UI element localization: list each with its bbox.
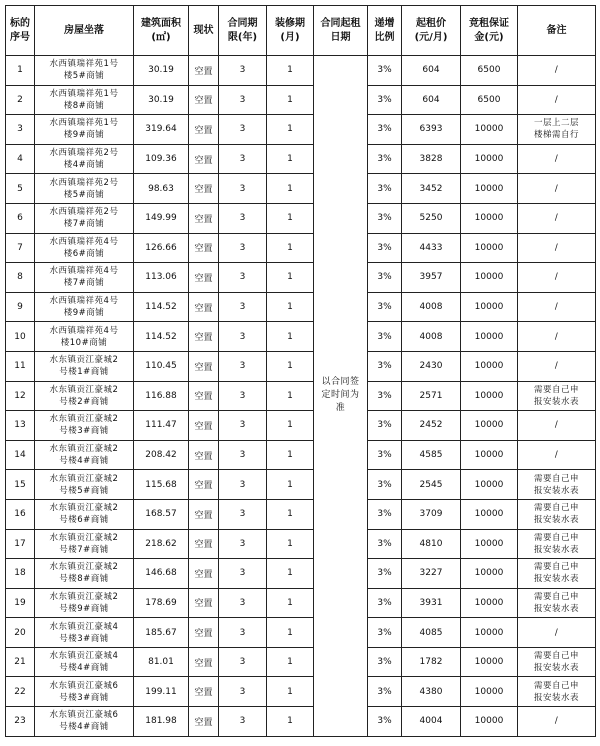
bid-deposit: 10000 (461, 707, 518, 737)
renovation-period: 1 (267, 470, 314, 500)
starting-rent: 2545 (402, 470, 461, 500)
bid-deposit: 10000 (461, 203, 518, 233)
property-address: 水东镇贡江豪城2 号楼7#商铺 (35, 529, 134, 559)
increase-rate: 3% (368, 440, 402, 470)
row-number: 8 (6, 263, 35, 293)
table-row (6, 263, 596, 293)
header-price: 起租价 (元/月) (402, 6, 461, 56)
increase-rate: 3% (368, 707, 402, 737)
starting-rent: 3709 (402, 499, 461, 529)
property-address: 水东镇贡江豪城4 号楼4#商铺 (35, 647, 134, 677)
bid-deposit: 10000 (461, 263, 518, 293)
property-address: 水东镇贡江豪城6 号楼3#商铺 (35, 677, 134, 707)
table-row (6, 233, 596, 263)
row-number: 14 (6, 440, 35, 470)
row-number: 5 (6, 174, 35, 204)
remark: 需要自己申 报安装水表 (518, 470, 596, 500)
building-area: 126.66 (134, 233, 189, 263)
building-area: 199.11 (134, 677, 189, 707)
remark: / (518, 322, 596, 352)
starting-rent: 3957 (402, 263, 461, 293)
row-number: 23 (6, 707, 35, 737)
property-address: 水东镇贡江豪城2 号楼4#商铺 (35, 440, 134, 470)
renovation-period: 1 (267, 618, 314, 648)
building-area: 115.68 (134, 470, 189, 500)
table-row (6, 499, 596, 529)
remark: / (518, 411, 596, 441)
contract-term: 3 (219, 381, 267, 411)
building-area: 185.67 (134, 618, 189, 648)
property-address: 水东镇贡江豪城4 号楼3#商铺 (35, 618, 134, 648)
table-body (6, 56, 596, 737)
building-area: 111.47 (134, 411, 189, 441)
building-area: 110.45 (134, 351, 189, 381)
row-number: 11 (6, 351, 35, 381)
increase-rate: 3% (368, 292, 402, 322)
renovation-period: 1 (267, 647, 314, 677)
property-address: 水西镇瑞祥苑2号 楼7#商铺 (35, 203, 134, 233)
property-status: 空置 (189, 85, 219, 115)
property-status: 空置 (189, 203, 219, 233)
property-address: 水西镇瑞祥苑2号 楼4#商铺 (35, 144, 134, 174)
increase-rate: 3% (368, 529, 402, 559)
starting-rent: 4380 (402, 677, 461, 707)
contract-term: 3 (219, 85, 267, 115)
property-address: 水东镇贡江豪城2 号楼1#商铺 (35, 351, 134, 381)
property-address: 水东镇贡江豪城2 号楼2#商铺 (35, 381, 134, 411)
table-row (6, 56, 596, 86)
property-address: 水西镇瑞祥苑4号 楼7#商铺 (35, 263, 134, 293)
property-status: 空置 (189, 292, 219, 322)
renovation-period: 1 (267, 203, 314, 233)
bid-deposit: 10000 (461, 322, 518, 352)
bid-deposit: 10000 (461, 233, 518, 263)
table-row (6, 618, 596, 648)
row-number: 20 (6, 618, 35, 648)
property-status: 空置 (189, 322, 219, 352)
increase-rate: 3% (368, 144, 402, 174)
row-number: 19 (6, 588, 35, 618)
row-number: 3 (6, 115, 35, 145)
contract-term: 3 (219, 411, 267, 441)
table-row (6, 203, 596, 233)
property-address: 水西镇瑞祥苑4号 楼6#商铺 (35, 233, 134, 263)
starting-rent: 3452 (402, 174, 461, 204)
property-address: 水西镇瑞祥苑1号 楼5#商铺 (35, 56, 134, 86)
renovation-period: 1 (267, 56, 314, 86)
lease-table (5, 5, 596, 737)
contract-term: 3 (219, 351, 267, 381)
table-row (6, 647, 596, 677)
remark: / (518, 440, 596, 470)
starting-rent: 604 (402, 85, 461, 115)
remark: / (518, 292, 596, 322)
table-row (6, 411, 596, 441)
bid-deposit: 10000 (461, 381, 518, 411)
contract-term: 3 (219, 115, 267, 145)
table-row (6, 529, 596, 559)
bid-deposit: 10000 (461, 647, 518, 677)
row-number: 12 (6, 381, 35, 411)
remark: / (518, 56, 596, 86)
increase-rate: 3% (368, 381, 402, 411)
remark: 一层上二层 楼梯需自行 (518, 115, 596, 145)
contract-term: 3 (219, 707, 267, 737)
row-number: 4 (6, 144, 35, 174)
starting-rent: 3227 (402, 559, 461, 589)
contract-term: 3 (219, 322, 267, 352)
header-start-date: 合同起租 日期 (314, 6, 368, 56)
property-address: 水西镇瑞祥苑4号 楼10#商铺 (35, 322, 134, 352)
remark: 需要自己申 报安装水表 (518, 529, 596, 559)
property-status: 空置 (189, 56, 219, 86)
property-address: 水东镇贡江豪城2 号楼6#商铺 (35, 499, 134, 529)
bid-deposit: 10000 (461, 292, 518, 322)
building-area: 149.99 (134, 203, 189, 233)
property-address: 水东镇贡江豪城6 号楼4#商铺 (35, 707, 134, 737)
property-status: 空置 (189, 411, 219, 441)
row-number: 17 (6, 529, 35, 559)
starting-rent: 5250 (402, 203, 461, 233)
building-area: 114.52 (134, 322, 189, 352)
header-deposit: 竞租保证 金(元) (461, 6, 518, 56)
starting-rent: 1782 (402, 647, 461, 677)
renovation-period: 1 (267, 411, 314, 441)
building-area: 30.19 (134, 85, 189, 115)
remark: 需要自己申 报安装水表 (518, 381, 596, 411)
building-area: 168.57 (134, 499, 189, 529)
property-status: 空置 (189, 647, 219, 677)
starting-rent: 3828 (402, 144, 461, 174)
increase-rate: 3% (368, 203, 402, 233)
bid-deposit: 10000 (461, 174, 518, 204)
property-status: 空置 (189, 233, 219, 263)
table-row (6, 440, 596, 470)
property-address: 水西镇瑞祥苑4号 楼9#商铺 (35, 292, 134, 322)
increase-rate: 3% (368, 56, 402, 86)
bid-deposit: 6500 (461, 56, 518, 86)
contract-term: 3 (219, 174, 267, 204)
contract-start-date: 以合同签 定时间为 准 (314, 56, 368, 737)
row-number: 2 (6, 85, 35, 115)
table-row (6, 707, 596, 737)
renovation-period: 1 (267, 707, 314, 737)
property-status: 空置 (189, 351, 219, 381)
starting-rent: 604 (402, 56, 461, 86)
remark: / (518, 707, 596, 737)
renovation-period: 1 (267, 381, 314, 411)
table-row (6, 85, 596, 115)
remark: 需要自己申 报安装水表 (518, 677, 596, 707)
remark: / (518, 203, 596, 233)
header-address: 房屋坐落 (35, 6, 134, 56)
property-status: 空置 (189, 263, 219, 293)
building-area: 98.63 (134, 174, 189, 204)
renovation-period: 1 (267, 144, 314, 174)
header-no: 标的 序号 (6, 6, 35, 56)
renovation-period: 1 (267, 174, 314, 204)
table-row (6, 292, 596, 322)
building-area: 178.69 (134, 588, 189, 618)
increase-rate: 3% (368, 115, 402, 145)
row-number: 22 (6, 677, 35, 707)
remark: 需要自己申 报安装水表 (518, 559, 596, 589)
increase-rate: 3% (368, 85, 402, 115)
property-status: 空置 (189, 144, 219, 174)
renovation-period: 1 (267, 115, 314, 145)
starting-rent: 6393 (402, 115, 461, 145)
table-row (6, 559, 596, 589)
property-address: 水东镇贡江豪城2 号楼3#商铺 (35, 411, 134, 441)
row-number: 13 (6, 411, 35, 441)
renovation-period: 1 (267, 322, 314, 352)
renovation-period: 1 (267, 529, 314, 559)
remark: / (518, 174, 596, 204)
row-number: 1 (6, 56, 35, 86)
header-renovation: 装修期 (月) (267, 6, 314, 56)
remark: 需要自己申 报安装水表 (518, 499, 596, 529)
remark: / (518, 144, 596, 174)
bid-deposit: 10000 (461, 677, 518, 707)
table-row (6, 381, 596, 411)
bid-deposit: 10000 (461, 115, 518, 145)
increase-rate: 3% (368, 588, 402, 618)
header-area: 建筑面积 (㎡) (134, 6, 189, 56)
increase-rate: 3% (368, 233, 402, 263)
starting-rent: 4008 (402, 322, 461, 352)
building-area: 116.88 (134, 381, 189, 411)
bid-deposit: 6500 (461, 85, 518, 115)
contract-term: 3 (219, 529, 267, 559)
property-status: 空置 (189, 677, 219, 707)
property-address: 水东镇贡江豪城2 号楼5#商铺 (35, 470, 134, 500)
renovation-period: 1 (267, 263, 314, 293)
table-row (6, 351, 596, 381)
table-row (6, 115, 596, 145)
property-status: 空置 (189, 174, 219, 204)
increase-rate: 3% (368, 174, 402, 204)
contract-term: 3 (219, 233, 267, 263)
property-status: 空置 (189, 559, 219, 589)
renovation-period: 1 (267, 588, 314, 618)
table-row (6, 588, 596, 618)
property-status: 空置 (189, 529, 219, 559)
starting-rent: 2571 (402, 381, 461, 411)
starting-rent: 4008 (402, 292, 461, 322)
increase-rate: 3% (368, 559, 402, 589)
property-status: 空置 (189, 618, 219, 648)
increase-rate: 3% (368, 647, 402, 677)
increase-rate: 3% (368, 351, 402, 381)
starting-rent: 4433 (402, 233, 461, 263)
remark: / (518, 351, 596, 381)
bid-deposit: 10000 (461, 618, 518, 648)
header-remark: 备注 (518, 6, 596, 56)
property-address: 水西镇瑞祥苑1号 楼9#商铺 (35, 115, 134, 145)
table-row (6, 677, 596, 707)
contract-term: 3 (219, 618, 267, 648)
renovation-period: 1 (267, 351, 314, 381)
contract-term: 3 (219, 499, 267, 529)
renovation-period: 1 (267, 559, 314, 589)
row-number: 9 (6, 292, 35, 322)
bid-deposit: 10000 (461, 411, 518, 441)
table-row (6, 322, 596, 352)
building-area: 113.06 (134, 263, 189, 293)
contract-term: 3 (219, 440, 267, 470)
bid-deposit: 10000 (461, 529, 518, 559)
bid-deposit: 10000 (461, 351, 518, 381)
table-row (6, 144, 596, 174)
table-row (6, 174, 596, 204)
bid-deposit: 10000 (461, 499, 518, 529)
increase-rate: 3% (368, 677, 402, 707)
property-status: 空置 (189, 440, 219, 470)
building-area: 81.01 (134, 647, 189, 677)
bid-deposit: 10000 (461, 559, 518, 589)
starting-rent: 2430 (402, 351, 461, 381)
row-number: 10 (6, 322, 35, 352)
contract-term: 3 (219, 56, 267, 86)
row-number: 21 (6, 647, 35, 677)
row-number: 15 (6, 470, 35, 500)
starting-rent: 4810 (402, 529, 461, 559)
property-address: 水东镇贡江豪城2 号楼8#商铺 (35, 559, 134, 589)
renovation-period: 1 (267, 499, 314, 529)
renovation-period: 1 (267, 292, 314, 322)
building-area: 146.68 (134, 559, 189, 589)
increase-rate: 3% (368, 411, 402, 441)
contract-term: 3 (219, 263, 267, 293)
row-number: 18 (6, 559, 35, 589)
building-area: 114.52 (134, 292, 189, 322)
starting-rent: 4585 (402, 440, 461, 470)
remark: / (518, 263, 596, 293)
contract-term: 3 (219, 470, 267, 500)
row-number: 6 (6, 203, 35, 233)
increase-rate: 3% (368, 470, 402, 500)
property-status: 空置 (189, 707, 219, 737)
remark: 需要自己申 报安装水表 (518, 588, 596, 618)
building-area: 109.36 (134, 144, 189, 174)
increase-rate: 3% (368, 618, 402, 648)
contract-term: 3 (219, 559, 267, 589)
property-status: 空置 (189, 381, 219, 411)
contract-term: 3 (219, 677, 267, 707)
starting-rent: 4004 (402, 707, 461, 737)
building-area: 208.42 (134, 440, 189, 470)
bid-deposit: 10000 (461, 440, 518, 470)
property-status: 空置 (189, 115, 219, 145)
property-address: 水西镇瑞祥苑1号 楼8#商铺 (35, 85, 134, 115)
bid-deposit: 10000 (461, 144, 518, 174)
remark: / (518, 618, 596, 648)
building-area: 218.62 (134, 529, 189, 559)
increase-rate: 3% (368, 499, 402, 529)
property-status: 空置 (189, 588, 219, 618)
starting-rent: 4085 (402, 618, 461, 648)
remark: / (518, 85, 596, 115)
contract-term: 3 (219, 588, 267, 618)
contract-term: 3 (219, 144, 267, 174)
contract-term: 3 (219, 292, 267, 322)
property-status: 空置 (189, 499, 219, 529)
bid-deposit: 10000 (461, 588, 518, 618)
remark: / (518, 233, 596, 263)
renovation-period: 1 (267, 440, 314, 470)
header-status: 现状 (189, 6, 219, 56)
table-row (6, 470, 596, 500)
starting-rent: 2452 (402, 411, 461, 441)
bid-deposit: 10000 (461, 470, 518, 500)
renovation-period: 1 (267, 233, 314, 263)
starting-rent: 3931 (402, 588, 461, 618)
building-area: 30.19 (134, 56, 189, 86)
header-increase: 递增 比例 (368, 6, 402, 56)
row-number: 16 (6, 499, 35, 529)
row-number: 7 (6, 233, 35, 263)
property-address: 水东镇贡江豪城2 号楼9#商铺 (35, 588, 134, 618)
increase-rate: 3% (368, 322, 402, 352)
renovation-period: 1 (267, 85, 314, 115)
remark: 需要自己申 报安装水表 (518, 647, 596, 677)
renovation-period: 1 (267, 677, 314, 707)
header-term: 合同期 限(年) (219, 6, 267, 56)
contract-term: 3 (219, 203, 267, 233)
contract-term: 3 (219, 647, 267, 677)
increase-rate: 3% (368, 263, 402, 293)
building-area: 181.98 (134, 707, 189, 737)
property-status: 空置 (189, 470, 219, 500)
header-row (6, 6, 596, 56)
building-area: 319.64 (134, 115, 189, 145)
property-address: 水西镇瑞祥苑2号 楼5#商铺 (35, 174, 134, 204)
